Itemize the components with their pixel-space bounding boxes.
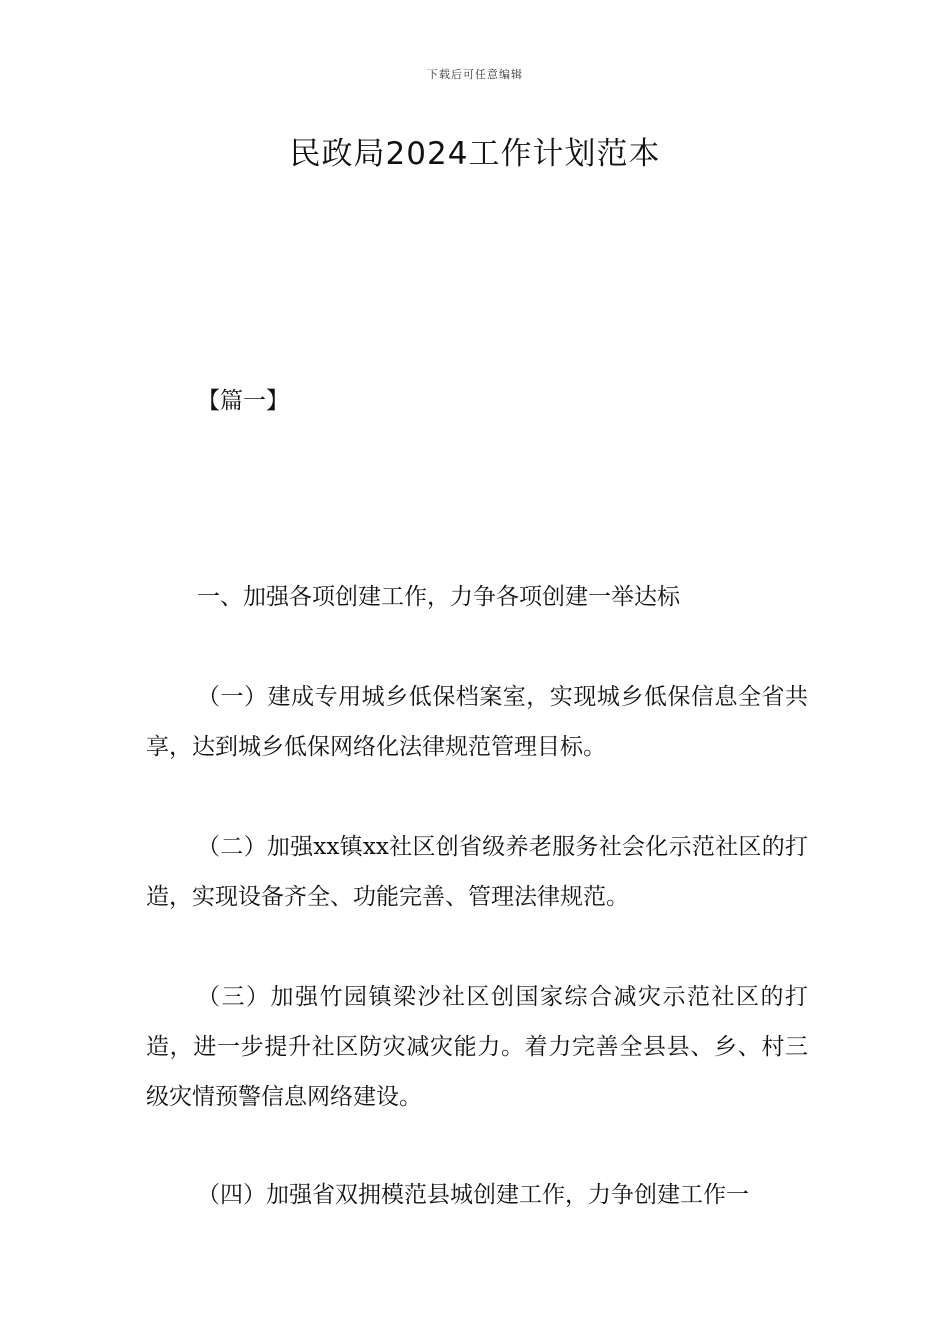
- header-note: 下载后可任意编辑: [427, 68, 523, 81]
- paragraph-1: （一）建成专用城乡低保档案室，实现城乡低保信息全省共享，达到城乡低保网络化法律规范管理目标。: [146, 684, 808, 760]
- section-heading: 一、加强各项创建工作，力争各项创建一举达标: [197, 584, 680, 610]
- paragraph-2: （二）加强xx镇xx社区创省级养老服务社会化示范社区的打造，实现设备齐全、功能完善、管理法律规范。: [146, 834, 808, 910]
- section-label: 【篇一】: [197, 388, 289, 414]
- paragraph-4: （四）加强省双拥模范县城创建工作，力争创建工作一: [197, 1182, 749, 1208]
- document-title: 民政局2024工作计划范本: [289, 136, 661, 172]
- paragraph-3: （三）加强竹园镇梁沙社区创国家综合减灾示范社区的打造，进一步提升社区防灾减灾能力。着力完善全县县、乡、村三级灾情预警信息网络建设。: [146, 984, 808, 1110]
